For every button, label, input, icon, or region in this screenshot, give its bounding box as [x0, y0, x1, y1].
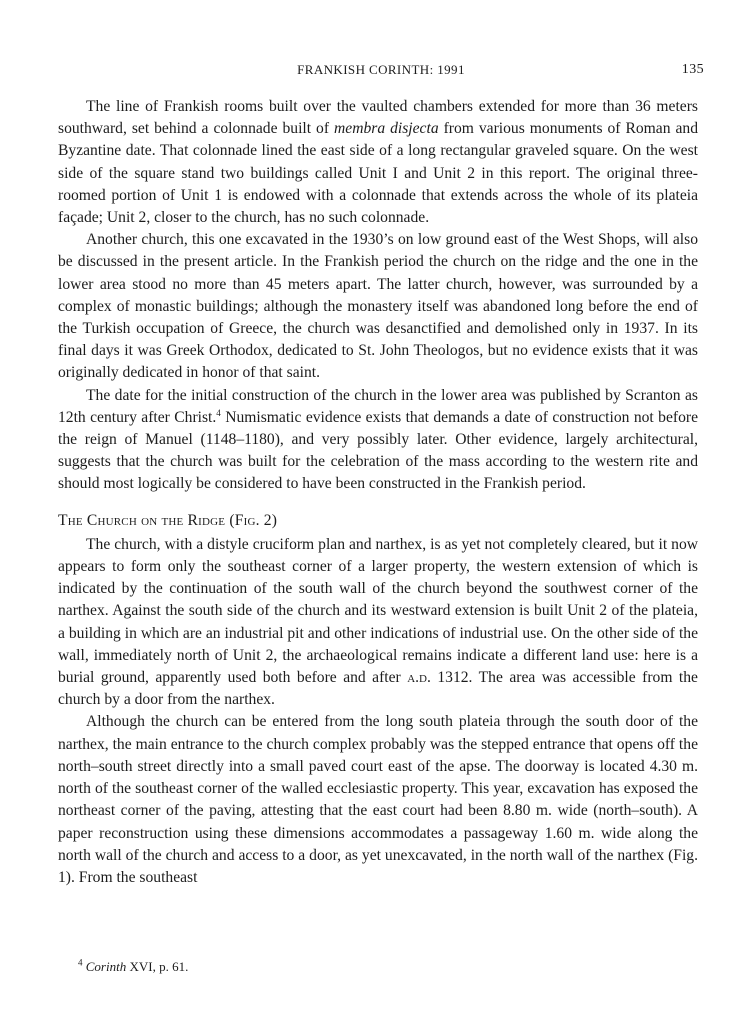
paragraph-4	[58, 534, 698, 712]
footnote-number: 4	[78, 957, 83, 968]
page-number: 135	[681, 62, 704, 77]
body-text	[58, 96, 698, 889]
section-heading: The Church on the Ridge (Fig. 2)	[58, 511, 278, 529]
paragraph-1-text-b: from various monuments of Roman and Byzantine date. That colonnade lined the east side of a long rectangular graveled square. On the west side of the square stand two buildings called Unit I and Unit 2 in this report. The original three-roomed portion of Unit 1 is endowed with a colonnade that extends across the whole of its plateia façade; Unit 2, closer to the church, has no such colonnade.	[58, 120, 699, 227]
page-header	[58, 62, 704, 82]
paragraph-2: Another church, this one excavated in the 1930’s on low ground east of the West Shops, will also be discussed in the present article. In the Frankish period the church on the ridge and the one in the lower area stood no more than 45 meters apart. The latter church, however, was surrounded by a complex of monastic buildings; although the monastery itself was abandoned long before the end of the Turkish occupation of Greece, the church was desanctified and demolished only in 1937. In its final days it was Greek Orthodox, dedicated to St. John Theologos, but no evidence exists that it was originally dedicated in honor of that saint.	[58, 231, 698, 382]
paragraph-4-text-b: 1312. The area was accessible from the church by a door from the narthex.	[58, 669, 698, 709]
paragraph-1-italic: membra disjecta	[334, 120, 439, 138]
footnote-title: Corinth	[85, 959, 127, 974]
running-title: FRANKISH CORINTH: 1991	[297, 62, 465, 77]
footnote-reference[interactable]: 4	[216, 407, 221, 418]
paragraph-3-text-a: The date for the initial construction of the church in the lower area was published by Scranton as 12th century after Christ.	[58, 386, 698, 426]
paragraph-1	[58, 96, 698, 229]
footnote	[78, 958, 188, 976]
paragraph-3	[58, 385, 698, 496]
era-abbreviation: a.d.	[407, 669, 431, 687]
paragraph-4-text-a: The church, with a distyle cruciform plan and narthex, is as yet not completely cleared, but it now appears to form only the southeast corner of a larger property, the western extension of which is indicated by the continuation of the south wall of the church beyond the southwest corner of the narthex. Against the south side of the church and its westward extension is built Unit 2 of the plateia, a building in which are an industrial pit and other indications of industrial use. On the other side of the wall, immediately north of Unit 2, the archaeological remains indicate a different land use: here is a burial ground, apparently used both before and after	[58, 535, 698, 687]
paragraph-3-text-b: Numismatic evidence exists that demands a date of construction not before the reign of Manuel (1148–1180), and very possibly later. Other evidence, largely architectural, suggests that the church was built for the celebration of the mass according to the western rite and should most logically be considered to have been constructed in the Frankish period.	[58, 408, 698, 493]
paragraph-1-text-a: The line of Frankish rooms built over the vaulted chambers extended for more than 36 meters southward, set behind a colonnade built of	[58, 98, 698, 138]
footnote-text: XVI, p. 61.	[126, 959, 189, 974]
paragraph-5: Although the church can be entered from the long south plateia through the south door of the narthex, the main entrance to the church complex probably was the stepped entrance that opens off the north–south street directly into a small paved court east of the apse. The doorway is located 4.30 m. north of the southeast corner of the walled ecclesiastic property. This year, excavation has exposed the northeast corner of the paving, attesting that the east court had been 8.80 m. wide (north–south). A paper reconstruction using these dimensions accommodates a passageway 1.60 m. wide along the north wall of the church and access to a door, as yet unexcavated, in the north wall of the narthex (Fig. 1). From the southeast	[58, 713, 698, 886]
